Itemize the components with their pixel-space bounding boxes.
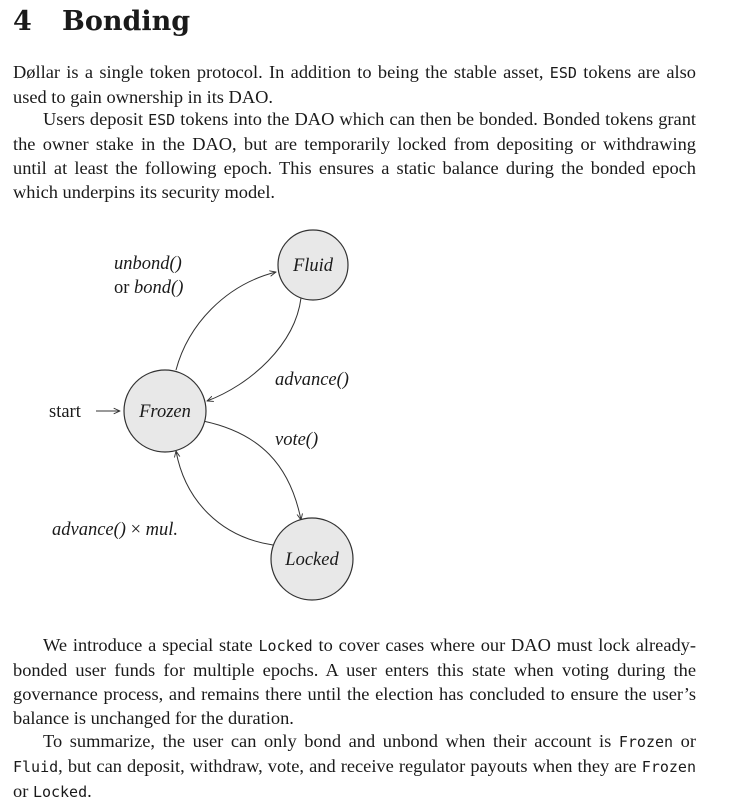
- para2-text2: tokens into the DAO which can then be bonded. Bonded tokens grant the owner stake in the DAO, but are temporarily locked from depositing or withdrawing until at least the following epoch. This ensures a static balance during the bonded epoch which underpins its security model.: [13, 109, 696, 202]
- state-locked: [271, 518, 353, 600]
- state-diagram: [0, 215, 732, 615]
- advance-mul-op: ×: [130, 520, 142, 540]
- para4-text2: , but can deposit, withdraw, vote, and receive regulator payouts when they are: [58, 756, 637, 776]
- para4-or1: or: [680, 731, 696, 751]
- para4-state2: Fluid: [13, 758, 59, 776]
- para4-end: .: [87, 781, 92, 801]
- edge-label-bond-func: bond(): [134, 278, 184, 298]
- para2-text1: Users deposit: [43, 109, 144, 129]
- state-frozen: [124, 370, 206, 452]
- section-heading: [13, 6, 190, 37]
- edge-label-unbond: unbond(): [114, 254, 182, 274]
- section-number: 4: [13, 6, 32, 37]
- edge-label-bond: [114, 278, 183, 298]
- para4-state1: Frozen: [618, 733, 674, 751]
- edge-label-advance: advance(): [275, 370, 349, 390]
- paragraph-intro: [13, 60, 696, 109]
- state-frozen-label: Frozen: [139, 402, 191, 422]
- advance-mul-suffix: mul.: [145, 520, 179, 540]
- state-fluid-label: Fluid: [292, 256, 334, 276]
- para4-state3: Frozen: [641, 758, 696, 776]
- edge-locked-to-frozen: [176, 451, 273, 545]
- paragraph-summary: [13, 729, 696, 804]
- edge-frozen-to-fluid: [176, 272, 276, 370]
- para4-text1: To summarize, the user can only bond and unbond when their account is: [43, 731, 612, 751]
- para3-text1: We introduce a special state: [43, 635, 253, 655]
- paragraph-deposit: [13, 107, 696, 204]
- para2-token: ESD: [148, 111, 176, 129]
- para3-state: Locked: [258, 637, 313, 655]
- edge-label-bond-prefix: or: [114, 278, 130, 298]
- para3-text2: to cover cases where our DAO must lock already-bonded user funds for multiple epochs. A user enters this state when voting during the governance process, and remains there until the election has concluded to ensure the user’s balance is unchanged for the duration.: [13, 635, 696, 728]
- edge-label-advance-mul: [52, 520, 178, 540]
- para1-text2: tokens are also used to gain ownership in its DAO.: [13, 62, 696, 107]
- para1-token: ESD: [549, 64, 577, 82]
- state-locked-label: Locked: [285, 550, 339, 570]
- section-title: Bonding: [62, 6, 191, 37]
- para1-text1: Døllar is a single token protocol. In addition to being the stable asset,: [13, 62, 544, 82]
- state-fluid: [278, 230, 348, 300]
- edge-label-vote: vote(): [275, 430, 319, 450]
- paragraph-locked-state: [13, 633, 696, 730]
- para4-state4: Locked: [32, 783, 88, 801]
- advance-mul-func: advance(): [52, 520, 126, 540]
- start-label: start: [49, 402, 81, 422]
- para4-or2: or: [13, 781, 29, 801]
